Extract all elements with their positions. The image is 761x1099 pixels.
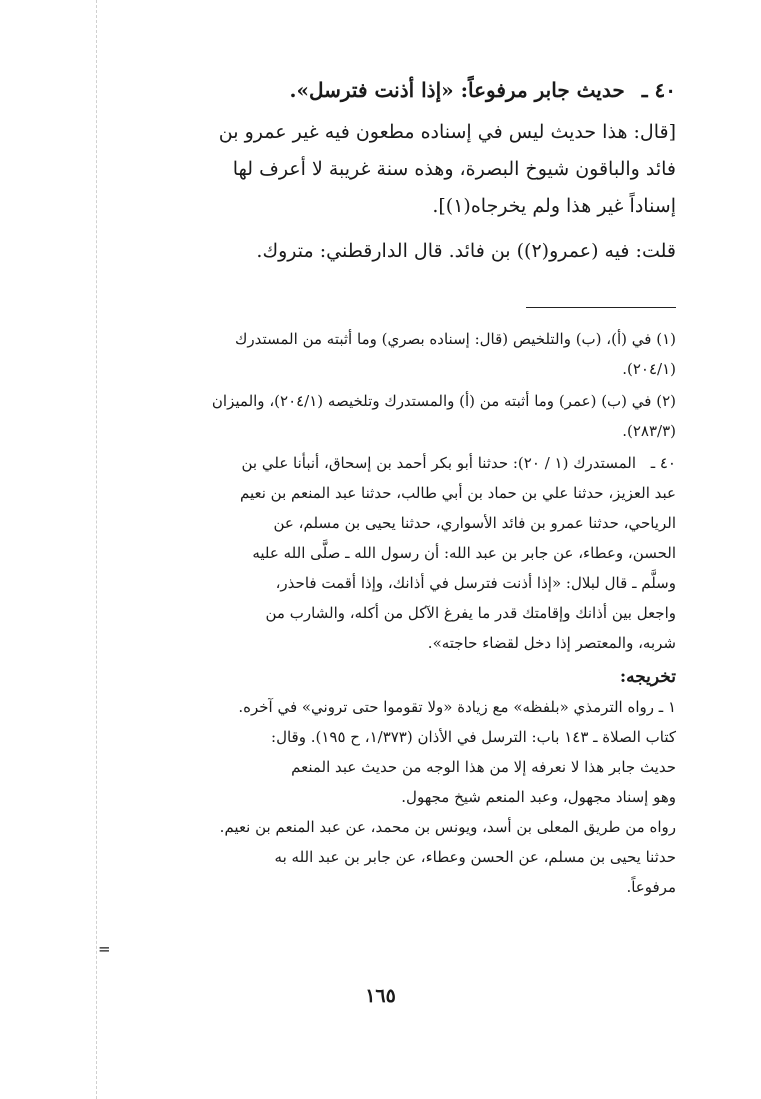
footnote-number: ٤٠ ـ	[650, 454, 676, 472]
page-body	[116, 70, 676, 902]
quote-line: [قال: هذا حديث ليس في إسناده مطعون فيه غير عمرو بن	[218, 121, 676, 143]
quote-line: إسناداً غير هذا ولم يخرجاه(١)].	[432, 195, 676, 217]
footnotes	[116, 324, 676, 902]
takhrij-line: مرفوعاً.	[626, 878, 676, 896]
footnote-line: وسلَّم ـ قال لبلال: «إذا أذنت فترسل في أذانك، وإذا أقمت فاحذر،	[275, 574, 676, 592]
footnote-line: (٢٨٣/٣).	[622, 422, 676, 440]
footnote-line: عبد العزيز، حدثنا علي بن حماد بن أبي طالب، حدثنا عبد المنعم بن نعيم	[239, 484, 676, 502]
takhrij-line: وهو إسناد مجهول، وعبد المنعم شيخ مجهول.	[401, 788, 676, 806]
footnote-line: واجعل بين أذانك وإقامتك قدر ما يفرغ الآكل من أكله، والشارب من	[265, 604, 676, 622]
hadith-heading-text: حديث جابر مرفوعاً: «إذا أذنت فترسل».	[289, 78, 625, 102]
takhrij-line: حدثنا يحيى بن مسلم، عن الحسن وعطاء، عن جابر بن عبد الله به	[274, 848, 676, 866]
footnote-line: (٢) في (ب) (عمر) وما أثبته من (أ) والمستدرك وتلخيصه (٢٠٤/١)، والميزان	[211, 392, 676, 410]
footnote-first-line-text: المستدرك (١ / ٢٠): حدثنا أبو بكر أحمد بن إسحاق، أنبأنا علي بن	[241, 454, 636, 472]
continuation-mark: =	[98, 940, 111, 958]
footnote-line: شربه، والمعتصر إذا دخل لقضاء حاجته».	[427, 634, 676, 652]
footnote-2	[116, 386, 676, 446]
hadith-heading	[116, 70, 676, 110]
hadith-number: ٤٠ ـ	[641, 78, 676, 102]
footnote-line: الحسن، وعطاء، عن جابر بن عبد الله: أن رسول الله ـ صلَّى الله عليه	[252, 544, 676, 562]
quote-line: فائد والباقون شيوخ البصرة، وهذه سنة غريبة لا أعرف لها	[232, 158, 676, 180]
hakim-quote	[116, 114, 676, 225]
footnote-1	[116, 324, 676, 384]
author-comment: قلت: فيه (عمرو(٢)) بن فائد. قال الدارقطني: متروك.	[256, 240, 676, 262]
takhrij-line: ١ ـ رواه الترمذي «بلفظه» مع زيادة «ولا تقوموا حتى تروني» في آخره.	[238, 698, 676, 716]
takhrij-section	[116, 662, 676, 902]
takhrij-title: تخريجه:	[619, 667, 676, 687]
takhrij-line: حديث جابر هذا لا نعرفه إلا من هذا الوجه من حديث عبد المنعم	[291, 758, 676, 776]
takhrij-line: رواه من طريق المعلى بن أسد، ويونس بن محمد، عن عبد المنعم بن نعيم.	[219, 818, 676, 836]
page-margin-rule	[96, 0, 97, 1099]
footnote-line: الرياحي، حدثنا عمرو بن فائد الأسواري، حدثنا يحيى بن مسلم، عن	[273, 514, 676, 532]
footnote-line	[116, 448, 676, 478]
footnote-line: (٢٠٤/١).	[622, 360, 676, 378]
footnote-line: (١) في (أ)، (ب) والتلخيص (قال: إسناده بصري) وما أثبته من المستدرك	[235, 330, 676, 348]
footnote-separator	[526, 307, 676, 308]
page-number: ١٦٥	[365, 985, 396, 1007]
takhrij-line: كتاب الصلاة ـ ١٤٣ باب: الترسل في الأذان (١/٣٧٣، ح ١٩٥). وقال:	[271, 728, 676, 746]
footnote-hadith-40	[116, 448, 676, 658]
